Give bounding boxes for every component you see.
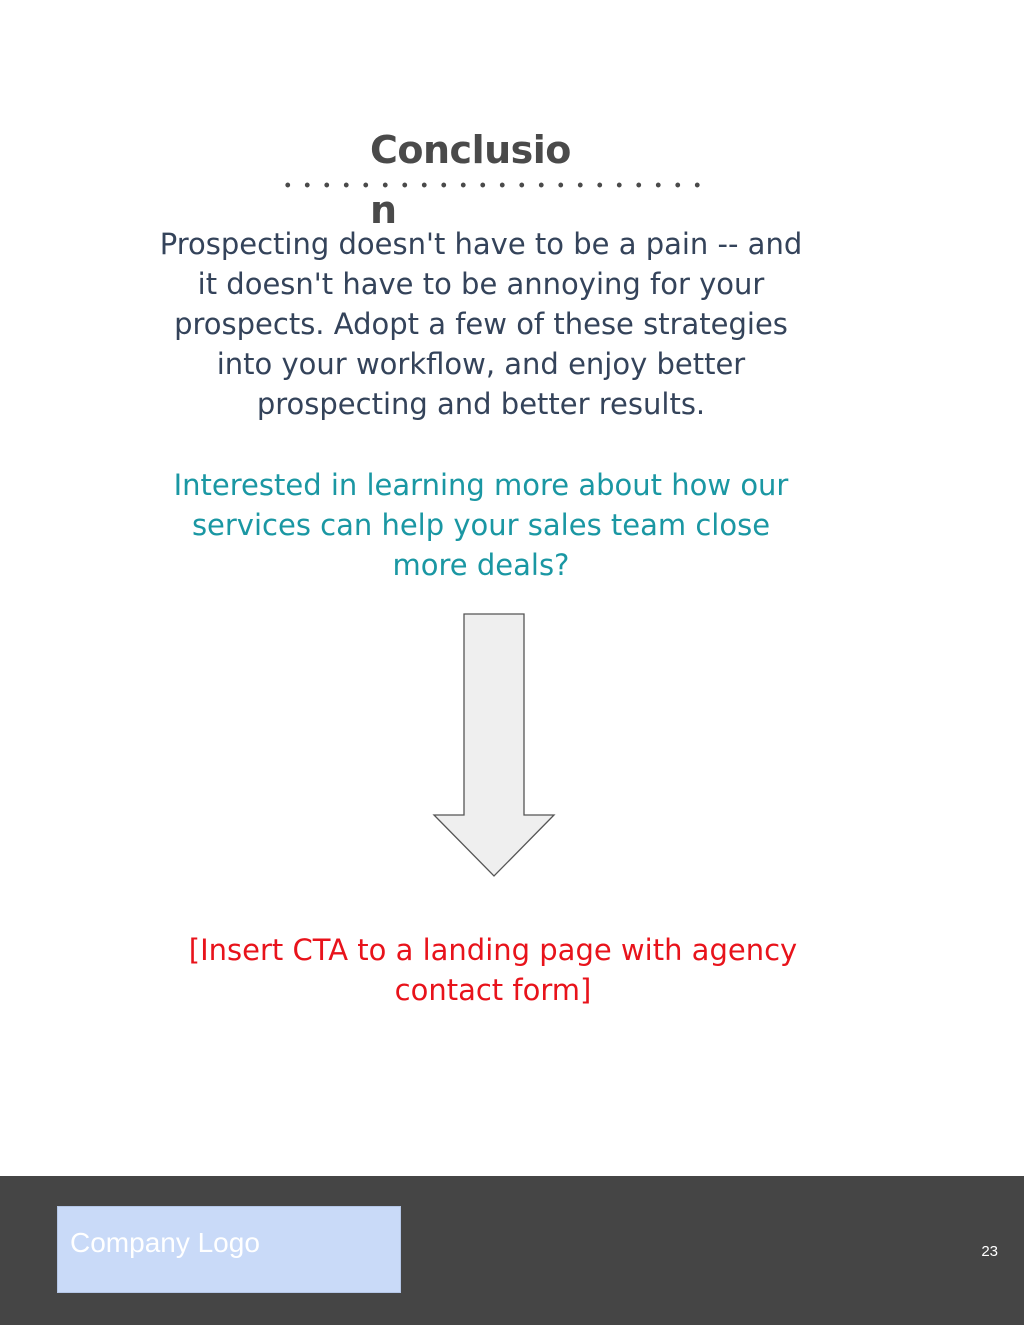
company-logo-label: Company Logo <box>70 1227 260 1258</box>
intro-paragraph: Prospecting doesn't have to be a pain -- and it doesn't have to be annoying for your prospects. Adopt a few of these strategies into your workflow, and enjoy better prospecting and better results. <box>159 227 803 421</box>
title-divider <box>278 182 708 188</box>
cta-question: Interested in learning more about how our services can help your sales team close more deals? <box>173 468 789 582</box>
page-footer <box>0 1176 1024 1325</box>
cta-placeholder[interactable]: [Insert CTA to a landing page with agency contact form] <box>188 933 798 1007</box>
down-arrow-icon <box>430 612 558 878</box>
page-title: Conclusion <box>370 128 571 232</box>
page-number: 23 <box>981 1243 998 1260</box>
company-logo <box>57 1206 401 1293</box>
